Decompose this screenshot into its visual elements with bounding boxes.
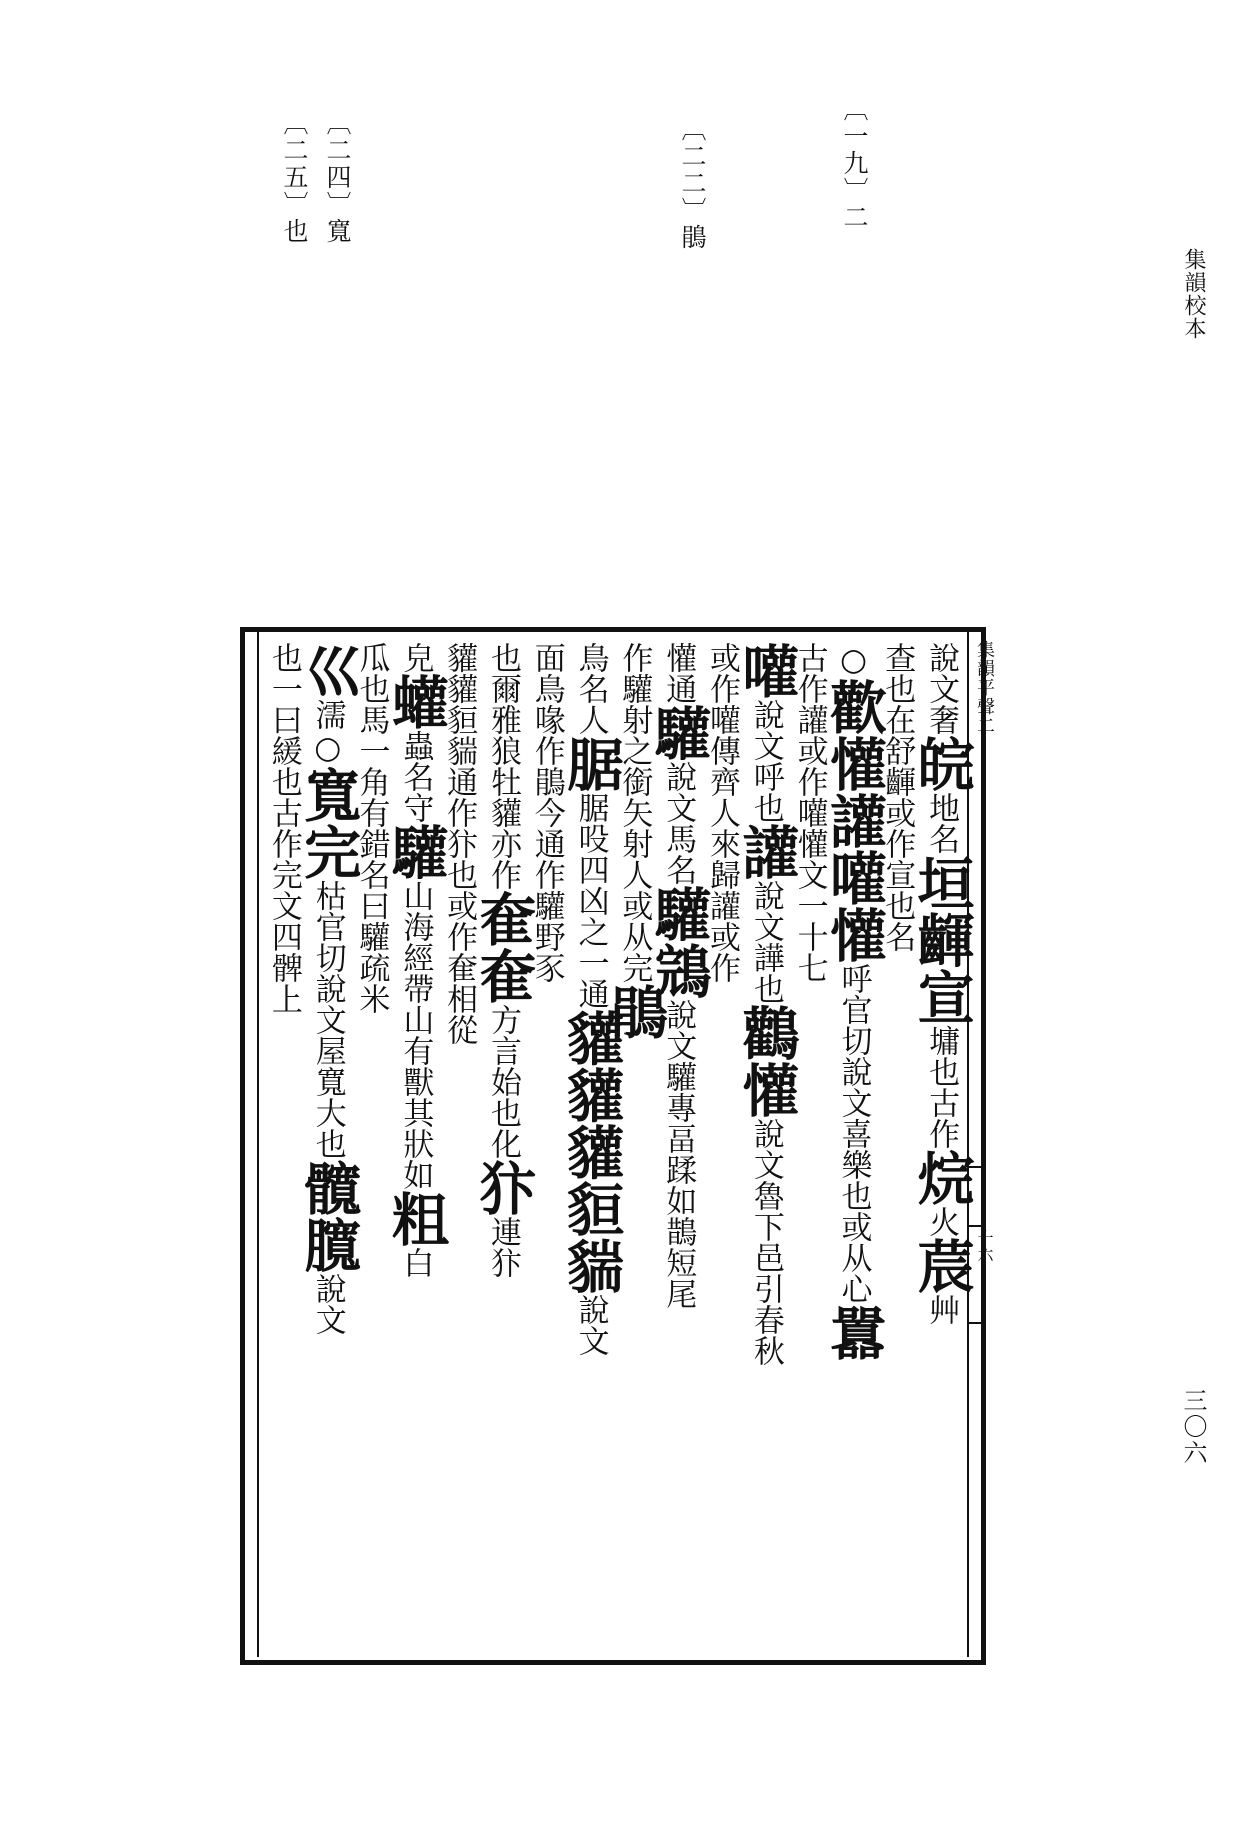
headword: 貛 — [557, 1066, 625, 1123]
gloss-text: 也或作奞 — [441, 859, 478, 983]
gloss-text: 古作讙或作嚾懽文一十七 — [791, 642, 828, 983]
headword: 懽 — [820, 735, 888, 792]
gloss-text: 說文 — [747, 880, 784, 942]
headword: 奞 — [469, 890, 537, 947]
gloss-text: 連犿 — [484, 1216, 521, 1278]
gloss-text: 枯官切說文屋寬大也 — [309, 880, 346, 1159]
text-column — [557, 642, 625, 1657]
gloss-text: 一曰緩也古作完文四 — [265, 673, 302, 952]
text-column — [645, 642, 713, 1657]
headword: 巛 — [294, 642, 362, 699]
headword: 莀 — [908, 1237, 976, 1294]
gloss-text: 也 — [265, 642, 302, 673]
headword: 烷 — [908, 1149, 976, 1206]
text-column — [820, 642, 888, 1657]
headword: 囂 — [820, 1304, 888, 1361]
gloss-text: 也爾雅狼牡貛亦作 — [484, 642, 521, 890]
headword: 鵍 — [645, 942, 713, 999]
gloss-text: ○ — [835, 642, 872, 678]
headword: 鵑 — [601, 983, 669, 1040]
headword: 皖 — [908, 735, 976, 792]
text-column — [908, 642, 976, 1657]
gloss-text: 蟲名守 — [397, 730, 434, 823]
headword: 奞 — [469, 947, 537, 1004]
gloss-text: 火 — [923, 1206, 960, 1237]
gloss-text: 射之銜矢射人或从完 — [616, 704, 653, 983]
headword: 宣 — [908, 968, 976, 1025]
headword: 寬 — [294, 766, 362, 823]
text-column — [732, 642, 800, 1657]
gloss-text: 名 — [879, 921, 916, 952]
text-column — [261, 642, 307, 1657]
headword: 讙 — [732, 823, 800, 880]
headword: 臗 — [294, 1216, 362, 1273]
gloss-text: 也 — [879, 890, 916, 921]
headword: 懽 — [820, 906, 888, 963]
strip-tick-low — [969, 1322, 986, 1324]
folio: 三〇六 — [1179, 1388, 1207, 1466]
headword: 齳 — [908, 911, 976, 968]
headword: 粗 — [382, 1190, 450, 1247]
gloss-text: 白 — [397, 1247, 434, 1278]
text-column — [469, 642, 537, 1657]
headword: 垣 — [908, 854, 976, 911]
gloss-text: 說文驩專畐蹂如鵲短尾 — [660, 999, 697, 1309]
gloss-text: 米 — [353, 983, 390, 1014]
headword: 驩 — [645, 704, 713, 761]
gloss-text: 說文 — [572, 1294, 609, 1356]
collation-note-25: 〔二五〕也 — [280, 110, 309, 245]
headword: 貛 — [557, 1123, 625, 1180]
headword: 貆 — [557, 1180, 625, 1237]
headword: 腒 — [557, 735, 625, 792]
gloss-text: 相從 — [441, 983, 478, 1045]
gloss-text: 馬名 — [660, 823, 697, 885]
gloss-text: 鳥名人 — [572, 642, 609, 735]
strip-tick-mid — [969, 1225, 986, 1227]
text-column — [699, 642, 745, 1657]
gloss-text: 作驩 — [616, 642, 653, 704]
headword: 驩 — [645, 885, 713, 942]
headword: 犿 — [469, 1159, 537, 1216]
collation-note-22: 〔二二〕鵑 — [678, 116, 707, 251]
gloss-text: 皃 — [397, 642, 434, 673]
gloss-text: 說文呼也 — [747, 699, 784, 823]
gloss-text: 在舒 — [879, 704, 916, 766]
gloss-text: 說文 — [660, 761, 697, 823]
headword: 懽 — [732, 1061, 800, 1118]
gloss-text: 腒吺四凶之一通 — [572, 792, 609, 1009]
gloss-text: 譁也 — [747, 942, 784, 1004]
gloss-text: 髀上 — [265, 952, 302, 1014]
headword: 歡 — [820, 678, 888, 735]
gloss-text: 艸 — [923, 1294, 960, 1325]
gloss-text: 濡 — [309, 699, 346, 730]
gloss-text: 作鵑今通作驩 — [528, 735, 565, 921]
gloss-text: 野豕 — [528, 921, 565, 983]
gloss-text: 懽通 — [660, 642, 697, 704]
headword: 驩 — [382, 823, 450, 880]
gloss-text: 地名 — [923, 792, 960, 854]
gloss-text: ○ — [309, 730, 346, 766]
gloss-text: 面鳥喙 — [528, 642, 565, 735]
text-column — [436, 642, 482, 1657]
collation-note-19: 〔一九〕二 — [840, 96, 869, 231]
headword: 髖 — [294, 1159, 362, 1216]
text-column — [524, 642, 570, 1657]
headword: 完 — [294, 823, 362, 880]
headword: 讙 — [820, 792, 888, 849]
headword: 鸛 — [732, 1004, 800, 1061]
gloss-text: 說文魯下邑引春秋 — [747, 1118, 784, 1366]
collation-note-24: 〔二四〕寬 — [323, 110, 352, 245]
gloss-text: 說文奢 — [923, 642, 960, 735]
gloss-text: 齳或作宣 — [879, 766, 916, 890]
gloss-text: 貛貛貆貒通作犿 — [441, 642, 478, 859]
gloss-text: 傳齊人來歸讙或作 — [704, 735, 741, 983]
gloss-text: 說文 — [309, 1273, 346, 1335]
gloss-text: 或作嚾 — [704, 642, 741, 735]
headword: 嚾 — [820, 849, 888, 906]
gloss-text: 山海經帶山有獸其狀如 — [397, 880, 434, 1190]
sheet-number: 十六 — [975, 1230, 994, 1262]
headword: 貛 — [557, 1009, 625, 1066]
gloss-text: 瓜也 — [353, 642, 390, 704]
gloss-text: 呼官切說文喜樂也或从心 — [835, 963, 872, 1304]
headword: 貒 — [557, 1237, 625, 1294]
text-column — [787, 642, 833, 1657]
text-column — [294, 642, 362, 1657]
running-head: 集韻校本 — [1181, 248, 1206, 340]
headword: 蠸 — [382, 673, 450, 730]
gloss-text: 查也 — [879, 642, 916, 704]
headword: 嚾 — [732, 642, 800, 699]
gloss-text: 方言始也化 — [484, 1004, 521, 1159]
text-column — [382, 642, 450, 1657]
gloss-text: 馬一角有錯名曰驩疏 — [353, 704, 390, 983]
gloss-text: 墉也古作 — [923, 1025, 960, 1149]
sheet-label: 集韻平聲二 — [974, 640, 995, 735]
